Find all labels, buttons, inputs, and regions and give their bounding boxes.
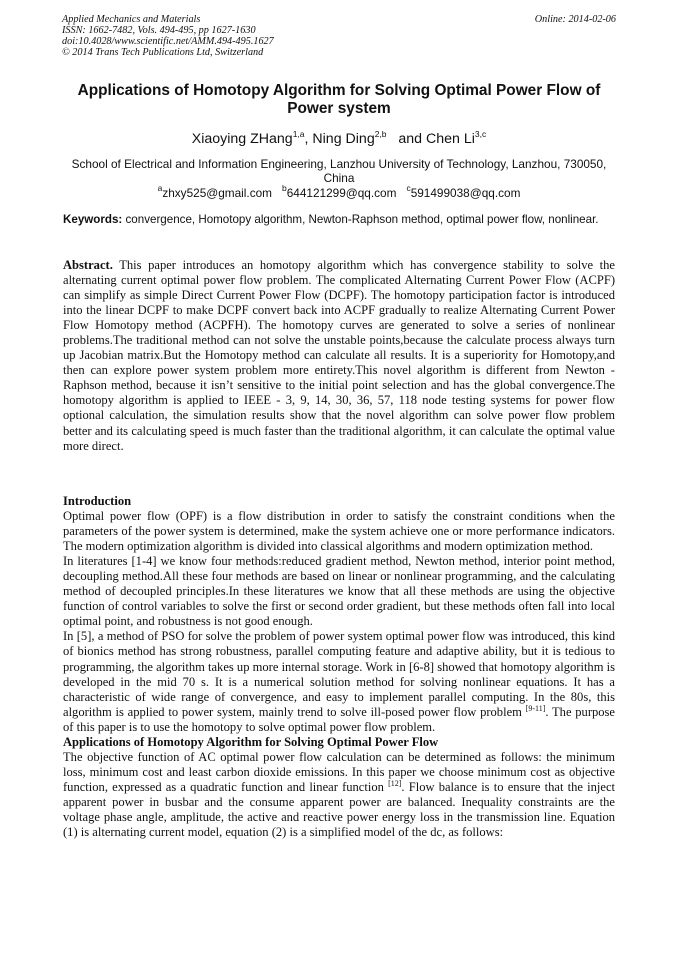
author-name: Ning Ding xyxy=(312,131,375,147)
email-sup: c xyxy=(406,183,411,193)
journal-header xyxy=(62,14,616,58)
email-sup: a xyxy=(157,183,163,193)
abstract-text: This paper introduces an homotopy algorithm which has convergence stability to solve the alternating current optimal power flow problem. The complicated Alternating Current Power Flow (ACPF) can simplify as simple Direct Current Power Flow (DCPF). The homotopy participation factor is introduced into the linear DCPF to make DCPF convert back into ACPF gradually to realize Alternating Current Power Flow Homotopy method (ACPFH). The homotopy curves are generated to solve a series of nonlinear problems.The traditional method can not solve the unstable points,because the calculate process always turn up Jacobian matrix.But the Homotopy method can calculate all results. It is a superiority for Homotopy,and then can explore power system problem more entirety.This novel algorithm is different from Newton - Raphson method, because it isn’t sensitive to the initial point selection and has the global convergence.The homotopy algorithm is applied to IEEE - 3, 9, 14, 30, 36, 57, 118 node testing systems for power flow optional calculation, the simulation results show that the novel algorithm can solve power flow problem better and its calculating speed is much faster than the traditional algorithm, it can calculate the optimal value more direct. xyxy=(63,258,615,453)
section-text: . Flow balance is to ensure that the inject apparent power in busbar and the consume apparent power are balanced. Inequality constraints are the voltage phase angle, amplitude, the active and reactive power energy loss in the transmission line. Equation (1) is alternating current model, equation (2) is a simplified model of the dc, as follows: xyxy=(63,779,615,840)
author-sup: 1,a xyxy=(292,129,305,139)
author-name: Chen Li xyxy=(426,131,475,147)
journal-doi: doi:10.4028/www.scientific.net/AMM.494-495.1627 xyxy=(62,36,274,47)
intro-paragraph: Optimal power flow (OPF) is a flow distribution in order to satisfy the constraint conditions when the parameters of the power system is determined, make the system achieve one or more performance indicators. The modern optimization algorithm is divided into classical algorithms and modern optimization method. xyxy=(63,509,615,554)
author-list xyxy=(62,130,616,148)
author-sup: 2,b xyxy=(374,129,387,139)
email-list xyxy=(62,183,616,200)
citation: [9-11] xyxy=(525,703,546,713)
keywords-label: Keywords: xyxy=(63,213,123,226)
email-address[interactable]: 644121299@qq.com xyxy=(286,186,397,200)
intro-text: In [5], a method of PSO for solve the problem of power system optimal power flow was introduced, this kind of bionics method has strong robustness, parallel computing feature and adaptive ability, but it is tedious to programming, the algorithm takes up more internal storage. Work in [6-8] showed that homotopy algorithm is developed in the mid 70 s. It is a numerical solution method for solving nonlinear equations. It has a characteristic of wide range of convergence, and easy to implement parallel computing. In the 80s, this algorithm is applied to power system, mainly trend to solve ill-posed power flow problem xyxy=(63,629,615,719)
email-sup: b xyxy=(281,183,287,193)
author-sup: 3,c xyxy=(474,129,487,139)
abstract-label: Abstract. xyxy=(63,258,113,272)
section-text: The objective function of AC optimal power flow calculation can be determined as follows: the minimum loss, minimum cost and least carbon dioxide emissions. In this paper we choose minimum cost as objective function, expressed as a quadratic function and linear function xyxy=(63,749,615,794)
journal-copyright: © 2014 Trans Tech Publications Ltd, Switzerland xyxy=(62,47,264,58)
journal-issn: ISSN: 1662-7482, Vols. 494-495, pp 1627-1630 xyxy=(62,25,256,36)
affiliation: School of Electrical and Information Engineering, Lanzhou University of Technology, Lanzhou, 730050, China xyxy=(71,157,607,185)
journal-name: Applied Mechanics and Materials xyxy=(62,14,201,25)
email-address[interactable]: zhxy525@gmail.com xyxy=(162,186,272,200)
intro-paragraph: In literatures [1-4] we know four methods:reduced gradient method, Newton method, interior point method, decoupling method.All these four methods are based on linear or nonlinear programming, and the calculating method of decoupled principles.In these literatures we know that all these methods are using the objective function of control variables to solve the first or second order gradient, but these methods often fall into local optimal point, and robustness is not good enough. xyxy=(63,554,615,629)
email-address[interactable]: 591499038@qq.com xyxy=(410,186,521,200)
section-heading: Applications of Homotopy Algorithm for Solving Optimal Power Flow xyxy=(63,734,439,749)
section-paragraph xyxy=(63,750,615,840)
abstract xyxy=(63,258,615,454)
paper-title: Applications of Homotopy Algorithm for Solving Optimal Power Flow of Power system xyxy=(77,82,601,117)
online-date: Online: 2014-02-06 xyxy=(534,14,616,25)
keywords-text: convergence, Homotopy algorithm, Newton-Raphson method, optimal power flow, nonlinear. xyxy=(122,213,599,226)
intro-text: . The purpose of this paper is to use the homotopy to solve optimal power flow problem. xyxy=(63,704,616,734)
author-separator: and xyxy=(386,131,426,147)
main-body xyxy=(63,494,615,840)
introduction-heading: Introduction xyxy=(63,494,132,508)
intro-paragraph xyxy=(63,629,615,734)
citation: [12] xyxy=(388,778,402,788)
keywords xyxy=(63,212,615,227)
author-separator: , xyxy=(304,131,313,147)
author-name: Xiaoying ZHang xyxy=(191,131,293,147)
